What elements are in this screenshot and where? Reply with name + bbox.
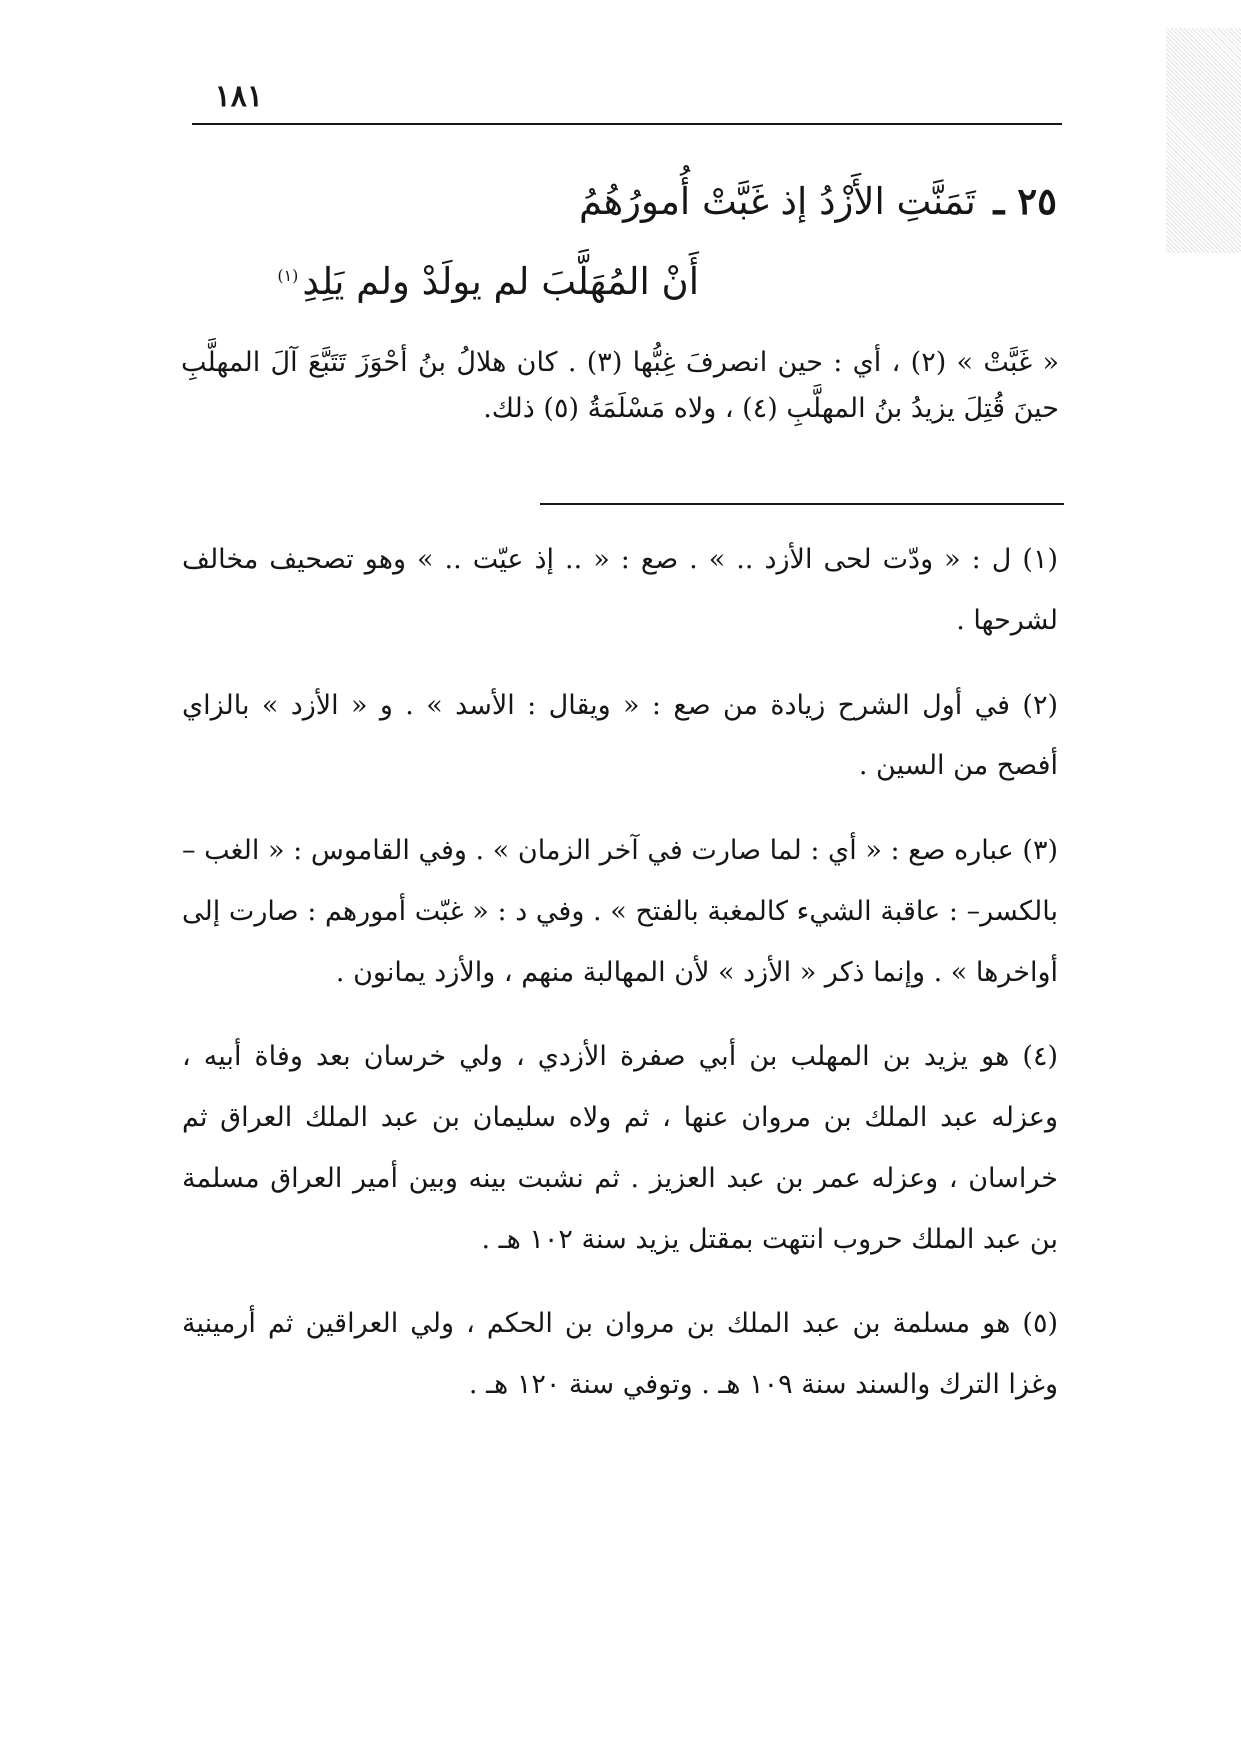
scan-edge-artifact	[1166, 28, 1241, 253]
footnote-3: (٣) عباره صع : « أي : لما صارت في آخر الزمان » . وفي القاموس : « الغب –بالكسر– : عاقبة الشيء كالمغبة بالفتح » . وفي د : « غبّت أمورهم : صارت إلى أواخرها » . وإنما ذكر « الأزد » لأن المهالبة منهم ، والأزد يمانون .	[182, 835, 1058, 988]
footnote-marker: (١)	[277, 265, 299, 285]
commentary-paragraph: « غَبَّتْ » (٢) ، أي : حين انصرفَ غِبُّها (٣) . كان هلالُ بنُ أحْوَزَ تَتَبَّعَ آلَ المهلَّبِ حينَ قُتِلَ يزيدُ بنُ المهلَّبِ (٤) ، ولاه مَسْلَمَةُ (٥) ذلك.	[181, 347, 1059, 425]
footnote-4: (٤) هو يزيد بن المهلب بن أبي صفرة الأزدي ، ولي خرسان بعد وفاة أبيه ، وعزله عبد الملك بن مروان عنها ، ثم ولاه سليمان بن عبد الملك العراق ثم خراسان ، وعزله عمر بن عبد العزيز . ثم نشبت بينه وبين أمير العراق مسلمة بن عبد الملك حروب انتهت بمقتل يزيد سنة ١٠٢ هـ .	[182, 1041, 1058, 1255]
footnote-5: (٥) هو مسلمة بن عبد الملك بن مروان بن الحكم ، ولي العراقين ثم أرمينية وغزا الترك والسند سنة ١٠٩ هـ . وتوفي سنة ١٢٠ هـ .	[182, 1308, 1058, 1400]
footnote-2: (٢) في أول الشرح زيادة من صع : « ويقال : الأسد » . و « الأزد » بالزاي أفصح من السين .	[182, 689, 1058, 782]
header-rule	[192, 123, 1062, 125]
footnotes-list	[182, 530, 1058, 1440]
verse-line-1	[578, 179, 1057, 223]
footnote-separator	[540, 503, 1064, 505]
verse-number: ٢٥ ـ	[993, 179, 1057, 223]
verse-hemistich-1: تَمَنَّتِ الأَزْدُ إذ غَبَّتْ أُمورُهُمُ	[578, 180, 976, 223]
footnote-1: (١) ل : « ودّت لحى الأزد .. » . صع : « .. إذ عيّت .. » وهو تصحيف مخالف لشرحها .	[182, 544, 1058, 636]
page-number: ١٨١	[214, 79, 263, 114]
verse-line-2	[277, 260, 699, 303]
verse-hemistich-2: أَنْ المُهَلَّبَ لم يولَدْ ولم يَلِدِ	[302, 260, 699, 303]
